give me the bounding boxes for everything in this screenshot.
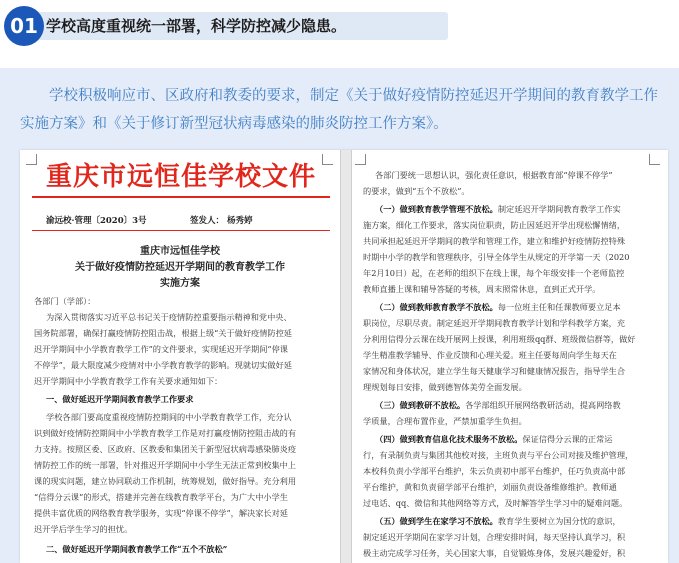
paragraph-title: （一）做到教育教学管理不放松。 xyxy=(375,204,498,214)
document-line: 识到做好疫情防控期间中小学教育教学工作是对打赢疫情防控阻击战的有 xyxy=(34,428,297,438)
document-line: 共同承担起延迟开学期间的教学和管理工作，建立和维护好疫情防控特殊 xyxy=(363,236,626,246)
document-line: 力支持。按照区委、区政府、区教委和集团关于新型冠状病毒感染肺炎疫 xyxy=(34,444,297,454)
section-number-badge: 01 xyxy=(4,6,44,46)
document-line: 各学部组织开展网络教研活动，提高网络教 xyxy=(465,400,621,410)
document-line: 的要求，做到“五个不放松”。 xyxy=(363,186,470,196)
section-header xyxy=(0,0,679,52)
document-signer: 签发人： 杨秀婷 xyxy=(190,216,253,226)
document-line: 平台维护，黄和负责留学部平台维护，刘丽负责设备维修维护。教师通 xyxy=(363,482,617,492)
crop-mark xyxy=(649,154,660,165)
document-line: 保证信得分云课的正常运 xyxy=(522,434,613,444)
document-section-heading: 二、做好延迟开学期间教育教学工作“五个不放松” xyxy=(46,544,228,554)
crop-mark xyxy=(355,154,366,165)
document-line: 施方案，细化工作要求，落实岗位职责，防止因延迟开学出现松懈情绪， xyxy=(363,220,626,230)
document-line: 各部门要统一思想认识，强化责任意识，根据教育部“停课不停学” xyxy=(375,170,613,180)
letterhead-rule-thin xyxy=(32,230,330,231)
document-line: 迟开学后学生学习的担忧。 xyxy=(34,524,133,534)
document-heading-school: 重庆市远恒佳学校 xyxy=(140,246,220,257)
document-line: 学生精准教学辅导、作业反馈和心理关爱。班主任要每周向学生每天在 xyxy=(363,350,617,360)
document-paragraph-2 xyxy=(375,302,621,313)
document-line: 国务院部署，确保打赢疫情防控阻击战，根据上级“关于做好疫情防控延 xyxy=(34,328,292,338)
paragraph-title: （四）做到教育信息化技术服务不放松。 xyxy=(375,434,523,444)
document-line: 行，有录制负责与集团其他校对接，主班负责与平台公司对接及维护管理， xyxy=(363,450,634,460)
document-line: 本校科负责小学部平台维护，朱云负责初中部平台维护，任巧负责高中部 xyxy=(363,466,626,476)
document-line: 制定延迟开学期间教育教学工作实 xyxy=(497,204,621,214)
document-line: 时期中小学的教学和管理秩序，引导全体学生从规定的开学第一天（2020 xyxy=(363,252,630,262)
document-line: 制定延迟开学期间在家学习计划，合理安排时间，每天坚持认真学习，积 xyxy=(363,532,626,542)
document-heading-topic: 关于做好疫情防控延迟开学期间的教育教学工作 xyxy=(75,262,285,273)
document-line: 年2月10日）起，在老师的组织下在线上课，每个年级安排一个老师监控 xyxy=(363,268,625,278)
document-line: 提供丰富优质的网络教育教学服务，实现“停课不停学”，解决家长对延 xyxy=(34,508,288,518)
document-line: 过电话、qq、微信和其他网络等方式，及时解答学生学习中的疑难问题。 xyxy=(363,498,628,508)
document-paragraph-3 xyxy=(375,400,621,411)
document-line: 迟开学期间中小学教育教学工作有关要求通知如下： xyxy=(34,376,223,386)
paragraph-title: （三）做到教研不放松。 xyxy=(375,400,466,410)
paragraph-title: （五）做到学生在家学习不放松。 xyxy=(375,516,498,526)
letterhead-rule xyxy=(32,196,330,198)
document-line: 教育学生要树立为国分忧的意识， xyxy=(497,516,621,526)
intro-paragraph: 学校积极响应市、区政府和教委的要求，制定《关于做好疫情防控延迟开学期间的教育教学工作实施方案》和《关于修订新型冠状病毒感染的肺炎防控工作方案》。 xyxy=(20,88,658,132)
document-number: 渝远校·管理〔2020〕3号 xyxy=(46,216,147,226)
document-greeting: 各部门（学部）： xyxy=(34,296,96,306)
document-line: 课的现实问题，建立协同联动工作机制，统筹规划，做好指导。充分利用 xyxy=(34,476,297,486)
document-line: “信得分云课”的形式，搭建并完善在线教育教学平台，为广大中小学生 xyxy=(34,492,288,502)
document-page-left xyxy=(20,150,340,563)
document-line: 职岗位，尽职尽责。制定延迟开学期间教育教学计划和学科教学方案，充 xyxy=(363,318,626,328)
document-line: 理规划每日安排，做到德智体美劳全面发展。 xyxy=(363,382,527,392)
crop-mark xyxy=(26,154,37,165)
document-paragraph-4 xyxy=(375,434,612,445)
document-line: 分利用信得分云课在线开展网上授课，利用班级qq群、班级微信群等，做好 xyxy=(363,334,636,344)
document-line: 不停学”，最大限度减少疫情对中小学教育教学的影响。现就切实做好延 xyxy=(34,360,292,370)
document-line: 迟开学期间中小学教育教学工作”的文件要求，实现延迟开学期间“停课 xyxy=(34,344,288,354)
document-letterhead: 重庆市远恒佳学校文件 xyxy=(46,162,317,192)
document-line: 教师直播上课和辅导答疑的考核，周末照常休息，直到正式开学。 xyxy=(363,284,601,294)
document-line: 家情况和身体状况，建立学生每天健康学习和健康情况报告，指导学生合 xyxy=(363,366,626,376)
document-line: 学校各部门要高度重视疫情防控期间的中小学教育教学工作，充分认 xyxy=(46,412,292,422)
document-paragraph-5 xyxy=(375,516,621,527)
document-section-heading: 一、做好延迟开学期间教育教学工作要求 xyxy=(46,394,194,404)
document-line: 为深入贯彻落实习近平总书记关于疫情防控重要指示精神和党中央、 xyxy=(46,312,292,322)
document-line: 每一位班主任和任课教师要立足本 xyxy=(497,302,621,312)
document-line: 学质量，合理布置作业，严禁加重学生负担。 xyxy=(363,416,527,426)
document-line: 情防控工作的统一部署，针对推迟开学期间中小学生无法正常到校集中上 xyxy=(34,460,297,470)
paragraph-title: （二）做到教师教育教学不放松。 xyxy=(375,302,498,312)
document-line: 极主动完成学习任务，关心国家大事，自觉锻炼身体，发展兴趣爱好，积 xyxy=(363,548,626,558)
document-paragraph-1 xyxy=(375,204,621,215)
section-title: 学校高度重视统一部署，科学防控减少隐患。 xyxy=(46,17,347,35)
document-page-right xyxy=(351,150,668,563)
crop-mark xyxy=(322,154,333,165)
document-heading-plan: 实施方案 xyxy=(160,278,200,289)
document-screenshot xyxy=(20,150,668,563)
